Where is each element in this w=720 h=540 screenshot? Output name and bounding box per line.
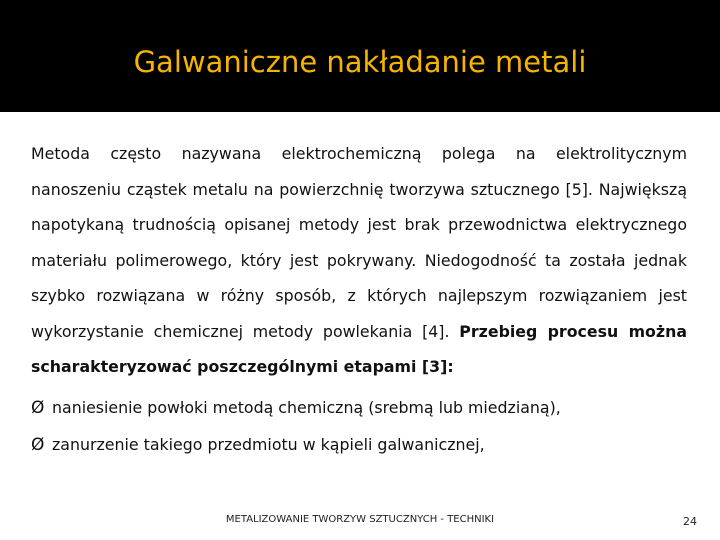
bullet-text: zanurzenie takiego przedmiotu w kąpieli galwanicznej, — [52, 435, 485, 454]
paragraph-text: Metoda często nazywana elektrochemiczną polega na elektrolitycznym nanoszeniu cząstek metalu na powierzchnię tworzywa sztucznego [5]. Największą napotykaną trudnością opisanej metody jest brak przewodnictwa elektrycznego materiału polimerowego, który jest pokrywany. Niedogodność ta została jednak szybko rozwiązana w różny sposób, z których najlepszym rozwiązaniem jest wykorzystanie chemicznej metody powlekania [4]. — [31, 144, 687, 341]
paragraph-bold-text: Przebieg procesu można scharakteryzować poszczególnymi etapami [3]: — [31, 321, 687, 376]
arrow-bullet-icon: Ø — [31, 398, 45, 418]
bullet-text: naniesienie powłoki metodą chemiczną (srebmą lub miedzianą), — [52, 398, 561, 417]
slide-footer: METALIZOWANIE TWORZYW SZTUCZNYCH - TECHNIKI — [225, 514, 495, 525]
slide-title: Galwaniczne nakładanie metali — [133, 45, 587, 79]
arrow-bullet-icon: Ø — [31, 435, 45, 455]
bullet-item-2 — [31, 433, 691, 457]
bullet-item-1 — [31, 396, 691, 420]
page-number: 24 — [683, 515, 697, 528]
body-paragraph — [31, 136, 687, 385]
